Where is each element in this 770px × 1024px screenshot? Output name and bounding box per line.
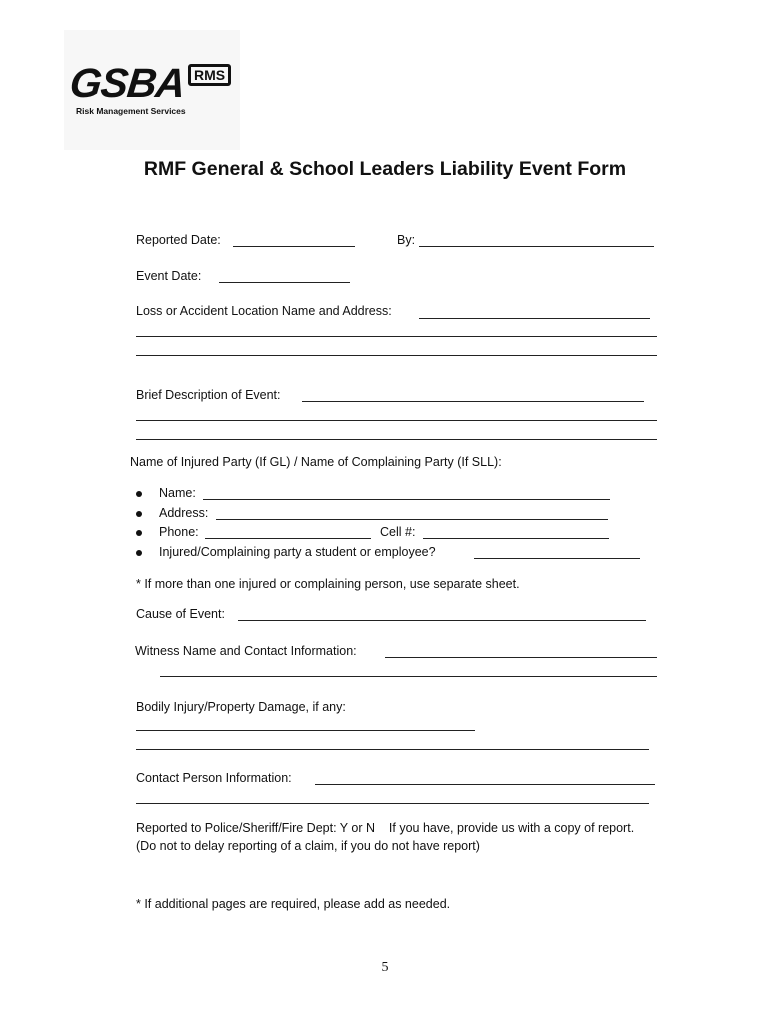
injured-party-heading: Name of Injured Party (If GL) / Name of Complaining Party (If SLL): — [130, 455, 502, 469]
reported-police-text: Reported to Police/Sheriff/Fire Dept: Y or N If you have, provide us with a copy of report. — [136, 821, 635, 835]
brief-description-line-3[interactable] — [136, 439, 657, 440]
phone-label: Phone: — [159, 525, 199, 539]
bodily-injury-field[interactable] — [136, 730, 475, 731]
reported-date-label: Reported Date: — [136, 233, 221, 247]
witness-field[interactable] — [385, 657, 657, 658]
student-or-employee-field[interactable] — [474, 558, 640, 559]
delay-note: (Do not to delay reporting of a claim, if you do not have report) — [136, 839, 480, 853]
brief-description-label: Brief Description of Event: — [136, 388, 281, 402]
name-label: Name: — [159, 486, 196, 500]
contact-person-line-2[interactable] — [136, 803, 649, 804]
contact-person-field[interactable] — [315, 784, 655, 785]
loss-location-label: Loss or Accident Location Name and Address: — [136, 304, 392, 318]
by-field[interactable] — [419, 246, 654, 247]
brief-description-field[interactable] — [302, 401, 644, 402]
multiple-persons-note: * If more than one injured or complaining person, use separate sheet. — [136, 577, 520, 591]
additional-pages-note: * If additional pages are required, please add as needed. — [136, 897, 451, 911]
witness-label: Witness Name and Contact Information: — [135, 644, 357, 658]
cell-label: Cell #: — [380, 525, 416, 539]
bullet-icon — [136, 550, 142, 556]
phone-field[interactable] — [205, 538, 371, 539]
witness-line-2[interactable] — [160, 676, 657, 677]
logo — [64, 30, 240, 150]
brief-description-line-2[interactable] — [136, 420, 657, 421]
page-number: 5 — [381, 960, 389, 975]
event-date-label: Event Date: — [136, 269, 202, 283]
logo-badge: RMS — [188, 64, 231, 86]
cause-label: Cause of Event: — [136, 607, 225, 621]
name-field[interactable] — [203, 499, 610, 500]
cause-field[interactable] — [238, 620, 646, 621]
loss-location-field[interactable] — [419, 318, 650, 319]
event-date-field[interactable] — [219, 282, 350, 283]
contact-person-label: Contact Person Information: — [136, 771, 292, 785]
loss-location-line-2[interactable] — [136, 336, 657, 337]
student-or-employee-label: Injured/Complaining party a student or employee? — [159, 545, 436, 559]
bullet-icon — [136, 491, 142, 497]
reported-date-field[interactable] — [233, 246, 355, 247]
page-title: RMF General & School Leaders Liability Event Form — [143, 158, 627, 180]
bodily-injury-line-2[interactable] — [136, 749, 649, 750]
bodily-injury-label: Bodily Injury/Property Damage, if any: — [136, 700, 346, 714]
address-label: Address: — [159, 506, 209, 520]
loss-location-line-3[interactable] — [136, 355, 657, 356]
address-field[interactable] — [216, 519, 608, 520]
cell-field[interactable] — [423, 538, 609, 539]
by-label: By: — [397, 233, 416, 247]
bullet-icon — [136, 530, 142, 536]
logo-subtitle: Risk Management Services — [76, 106, 186, 116]
logo-wordmark: GSBA — [67, 60, 187, 106]
bullet-icon — [136, 511, 142, 517]
